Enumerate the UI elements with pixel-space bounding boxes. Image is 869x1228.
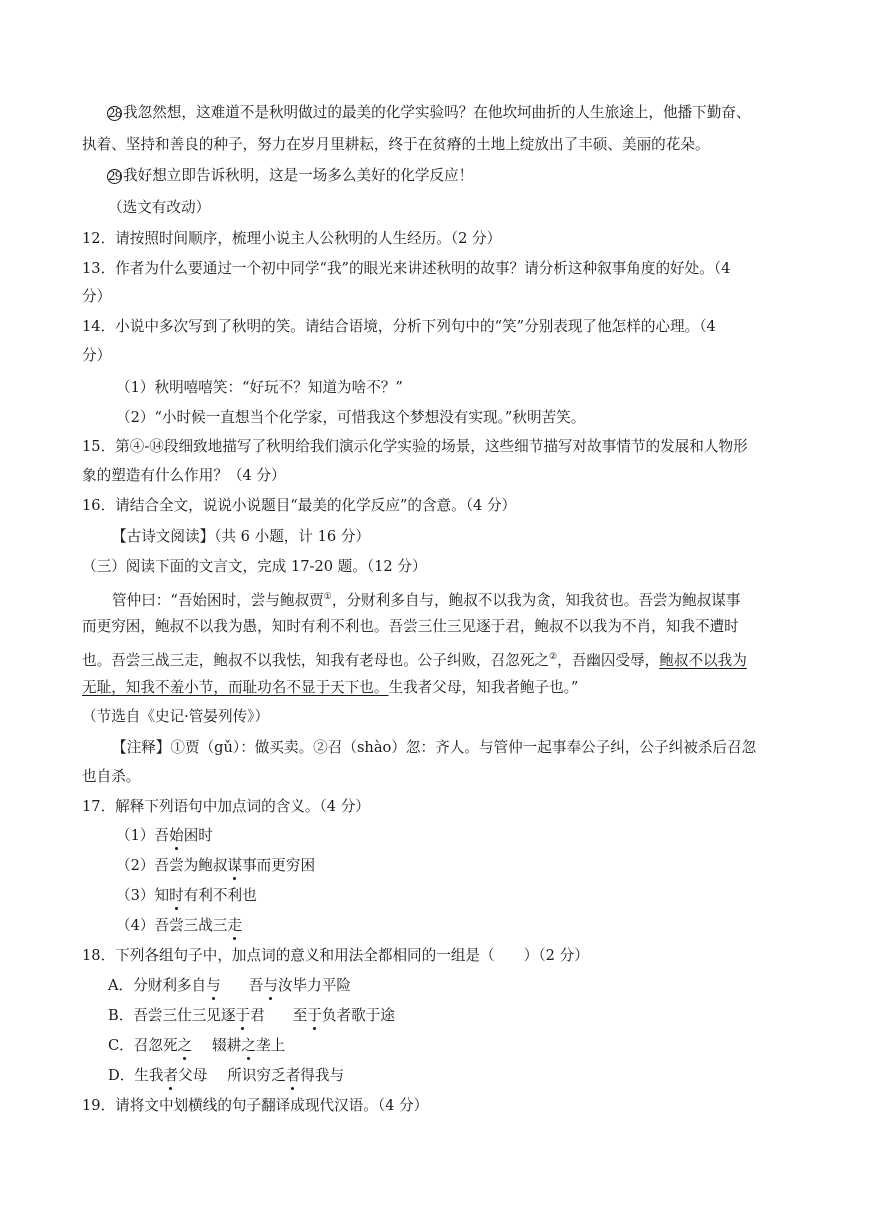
question-18-option-d: D．生我者父母 所识穷乏者得我与 <box>108 1067 345 1084</box>
dotted-word: 于 <box>235 1007 251 1024</box>
passage-source-note: （选文有改动） <box>108 199 211 216</box>
question-15-line-1: 15．第④-⑭段细致地描写了秋明给我们演示化学实验的场景，这些细节描写对故事情节的发展和人物形 <box>82 438 748 455</box>
classical-text-line-2: 而更穷困，鲍叔不以我为愚，知时有利不利也。吾尝三仕三见逐于君，鲍叔不以我为不肖，知我不遭时 <box>82 618 739 635</box>
underlined-sentence-part-2: 无耻，知我不羞小节，而耻功名不显于天下也。 <box>82 679 389 696</box>
question-14-item-1: （1）秋明嘻嘻笑：“好玩不？知道为啥不？” <box>116 379 403 396</box>
underlined-sentence-part-1: 鲍叔不以我为 <box>659 652 747 669</box>
question-17-item-3: （3）知时有利不利也 <box>116 887 257 904</box>
question-14-line-1: 14．小说中多次写到了秋明的笑。请结合语境，分析下列句中的“笑”分别表现了他怎样的心理。（4 <box>82 318 716 335</box>
dotted-word: 者 <box>285 1067 301 1084</box>
question-12: 12．请按照时间顺序，梳理小说主人公秋明的人生经历。（2 分） <box>82 230 502 247</box>
dotted-word: 走 <box>227 917 243 934</box>
question-13-line-2: 分） <box>82 288 112 305</box>
dotted-word: 与 <box>206 977 221 994</box>
classical-source: （节选自《史记·管晏列传》） <box>82 708 270 725</box>
dotted-word: 之 <box>241 1037 256 1054</box>
paragraph-number-29: 29 <box>108 166 123 186</box>
part-3-intro: （三）阅读下面的文言文，完成 17-20 题。（12 分） <box>82 558 427 575</box>
dotted-word: 者 <box>163 1067 179 1084</box>
question-14-line-2: 分） <box>82 347 112 364</box>
question-17-item-2: （2）吾尝为鲍叔谋事而更穷困 <box>116 857 316 874</box>
paragraph-28-line-1: 28 我忽然想，这难道不是秋明做过的最美的化学实验吗？在他坎坷曲折的人生旅途上，他播下勤奋、 <box>108 104 751 121</box>
question-18-option-a: A．分财利多自与 吾与汝毕力平险 <box>108 977 351 994</box>
question-18: 18．下列各组句子中，加点词的意义和用法全都相同的一组是（ ）（2 分） <box>82 947 589 964</box>
question-16: 16．请结合全文，说说小说题目“最美的化学反应”的含意。（4 分） <box>82 497 517 514</box>
classical-text-line-1: 管仲曰：“吾始困时，尝与鲍叔贾①，分财利多自与，鲍叔不以我为贪，知我贫也。吾尝为鲍叔谋事 <box>112 592 741 609</box>
question-19: 19．请将文中划横线的句子翻译成现代汉语。（4 分） <box>82 1097 429 1114</box>
question-15-line-2: 象的塑造有什么作用？（4 分） <box>82 467 286 484</box>
question-18-option-c: C．召忽死之 辍耕之垄上 <box>108 1037 286 1054</box>
dotted-word: 与 <box>263 977 278 994</box>
question-13-line-1: 13．作者为什么要通过一个初中同学“我”的眼光来讲述秋明的故事？请分析这种叙事角度的好处。（4 <box>82 260 731 277</box>
classical-text-line-3: 也。吾尝三战三走，鲍叔不以我怯，知我有老母也。公子纠败，召忽死之②，吾幽囚受辱，鲍叔不以我为 <box>82 652 747 669</box>
question-14-item-2: （2）“小时候一直想当个化学家，可惜我这个梦想没有实现。”秋明苦笑。 <box>116 409 586 426</box>
classical-text-line-4: 无耻，知我不羞小节，而耻功名不显于天下也。生我者父母，知我者鲍子也。” <box>82 679 579 696</box>
annotation-line-1: 【注释】①贾（gǔ）：做买卖。②召（shào）忽：齐人。与管仲一起事奉公子纠，公子纠被杀后召忽 <box>112 739 757 756</box>
dotted-word: 谋 <box>227 857 243 874</box>
paragraph-28-line-2: 执着、坚持和善良的种子，努力在岁月里耕耘，终于在贫瘠的土地上绽放出了丰硕、美丽的花朵。 <box>82 136 710 153</box>
footnote-marker-2: ② <box>549 652 558 662</box>
annotation-line-2: 也自杀。 <box>82 768 141 785</box>
dotted-word: 时 <box>169 887 184 904</box>
dotted-word: 于 <box>307 1007 322 1024</box>
question-17-item-4: （4）吾尝三战三走 <box>116 917 243 934</box>
question-17: 17．解释下列语句中加点词的含义。（4 分） <box>82 798 370 815</box>
question-17-item-1: （1）吾始困时 <box>116 827 213 844</box>
section-header-classical: 【古诗文阅读】（共 6 小题，计 16 分） <box>112 528 371 545</box>
question-18-option-b: B．吾尝三仕三见逐于君 至于负者歌于途 <box>108 1007 395 1024</box>
footnote-marker-1: ① <box>323 592 332 602</box>
dotted-word: 始 <box>169 827 184 844</box>
paragraph-number-28: 28 <box>108 103 123 123</box>
paragraph-29: 29 我好想立即告诉秋明，这是一场多么美好的化学反应！ <box>108 167 474 184</box>
dotted-word: 之 <box>177 1037 193 1054</box>
